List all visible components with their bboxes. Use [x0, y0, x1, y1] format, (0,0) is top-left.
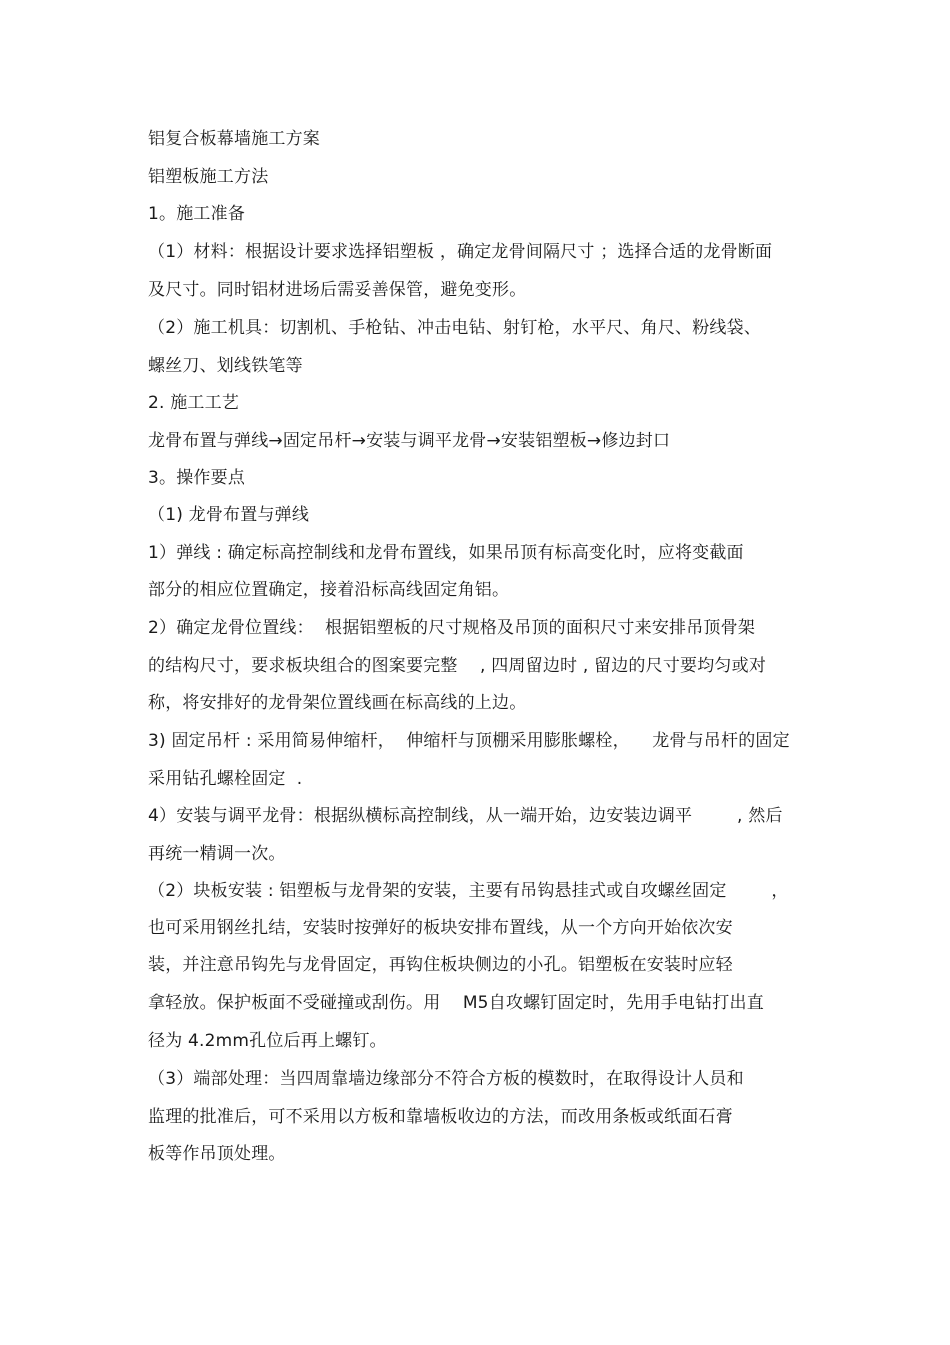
paragraph-line: 4）安装与调平龙骨：根据纵横标高控制线，从一端开始，边安装边调平 , 然后	[148, 806, 783, 826]
paragraph-line: （3）端部处理：当四周靠墙边缘部分不符合方板的模数时，在取得设计人员和	[148, 1069, 744, 1089]
paragraph-line: （2）施工机具：切割机、手枪钻、冲击电钻、射钉枪，水平尺、角尺、粉线袋、	[148, 318, 762, 338]
section-heading-key-points: 3。操作要点	[148, 468, 246, 488]
paragraph-line: 的结构尺寸，要求板块组合的图案要完整 , 四周留边时 , 留边的尺寸要均匀或对	[148, 656, 767, 676]
paragraph-line: 也可采用钢丝扎结，安装时按弹好的板块安排布置线，从一个方向开始依次安	[148, 918, 733, 938]
paragraph-line: 部分的相应位置确定，接着沿标高线固定角铝。	[148, 580, 510, 600]
paragraph-line: 及尺寸。同时铝材进场后需妥善保管，避免变形。	[148, 280, 527, 300]
subsection-heading: （1) 龙骨布置与弹线	[148, 505, 310, 525]
paragraph-line: 2）确定龙骨位置线： 根据铝塑板的尺寸规格及吊顶的面积尺寸来安排吊顶骨架	[148, 618, 756, 638]
document-subtitle: 铝塑板施工方法	[148, 167, 269, 187]
section-heading-process: 2. 施工工艺	[148, 393, 240, 413]
paragraph-line: （1）材料：根据设计要求选择铝塑板 ，确定龙骨间隔尺寸 ；选择合适的龙骨断面	[148, 242, 773, 262]
paragraph-line: 称，将安排好的龙骨架位置线画在标高线的上边。	[148, 693, 527, 713]
paragraph-line: 3) 固定吊杆 : 采用简易伸缩杆， 伸缩杆与顶棚采用膨胀螺栓， 龙骨与吊杆的固定	[148, 731, 790, 751]
paragraph-line: 监理的批准后，可不采用以方板和靠墙板收边的方法，而改用条板或纸面石膏	[148, 1107, 733, 1127]
paragraph-line: （2）块板安装 : 铝塑板与龙骨架的安装，主要有吊钩悬挂式或自攻螺丝固定 ，	[148, 881, 789, 901]
paragraph-line: 径为 4.2mm孔位后再上螺钉。	[148, 1031, 387, 1051]
paragraph-line: 1）弹线 : 确定标高控制线和龙骨布置线，如果吊顶有标高变化时，应将变截面	[148, 543, 744, 563]
paragraph-line: 板等作吊顶处理。	[148, 1144, 286, 1164]
paragraph-line: 拿轻放。保护板面不受碰撞或刮伤。用 M5自攻螺钉固定时，先用手电钻打出直	[148, 993, 764, 1013]
paragraph-line: 螺丝刀、划线铁笔等	[148, 356, 303, 376]
paragraph-line: 再统一精调一次。	[148, 844, 286, 864]
paragraph-line: 装，并注意吊钩先与龙骨固定，再钩住板块侧边的小孔。铝塑板在安装时应轻	[148, 955, 733, 975]
section-heading-preparation: 1。施工准备	[148, 204, 246, 224]
document-title: 铝复合板幕墙施工方案	[148, 129, 320, 149]
paragraph-line: 采用钻孔螺栓固定 .	[148, 769, 303, 789]
process-flow-line: 龙骨布置与弹线→固定吊杆→安装与调平龙骨→安装铝塑板→修边封口	[148, 431, 671, 451]
